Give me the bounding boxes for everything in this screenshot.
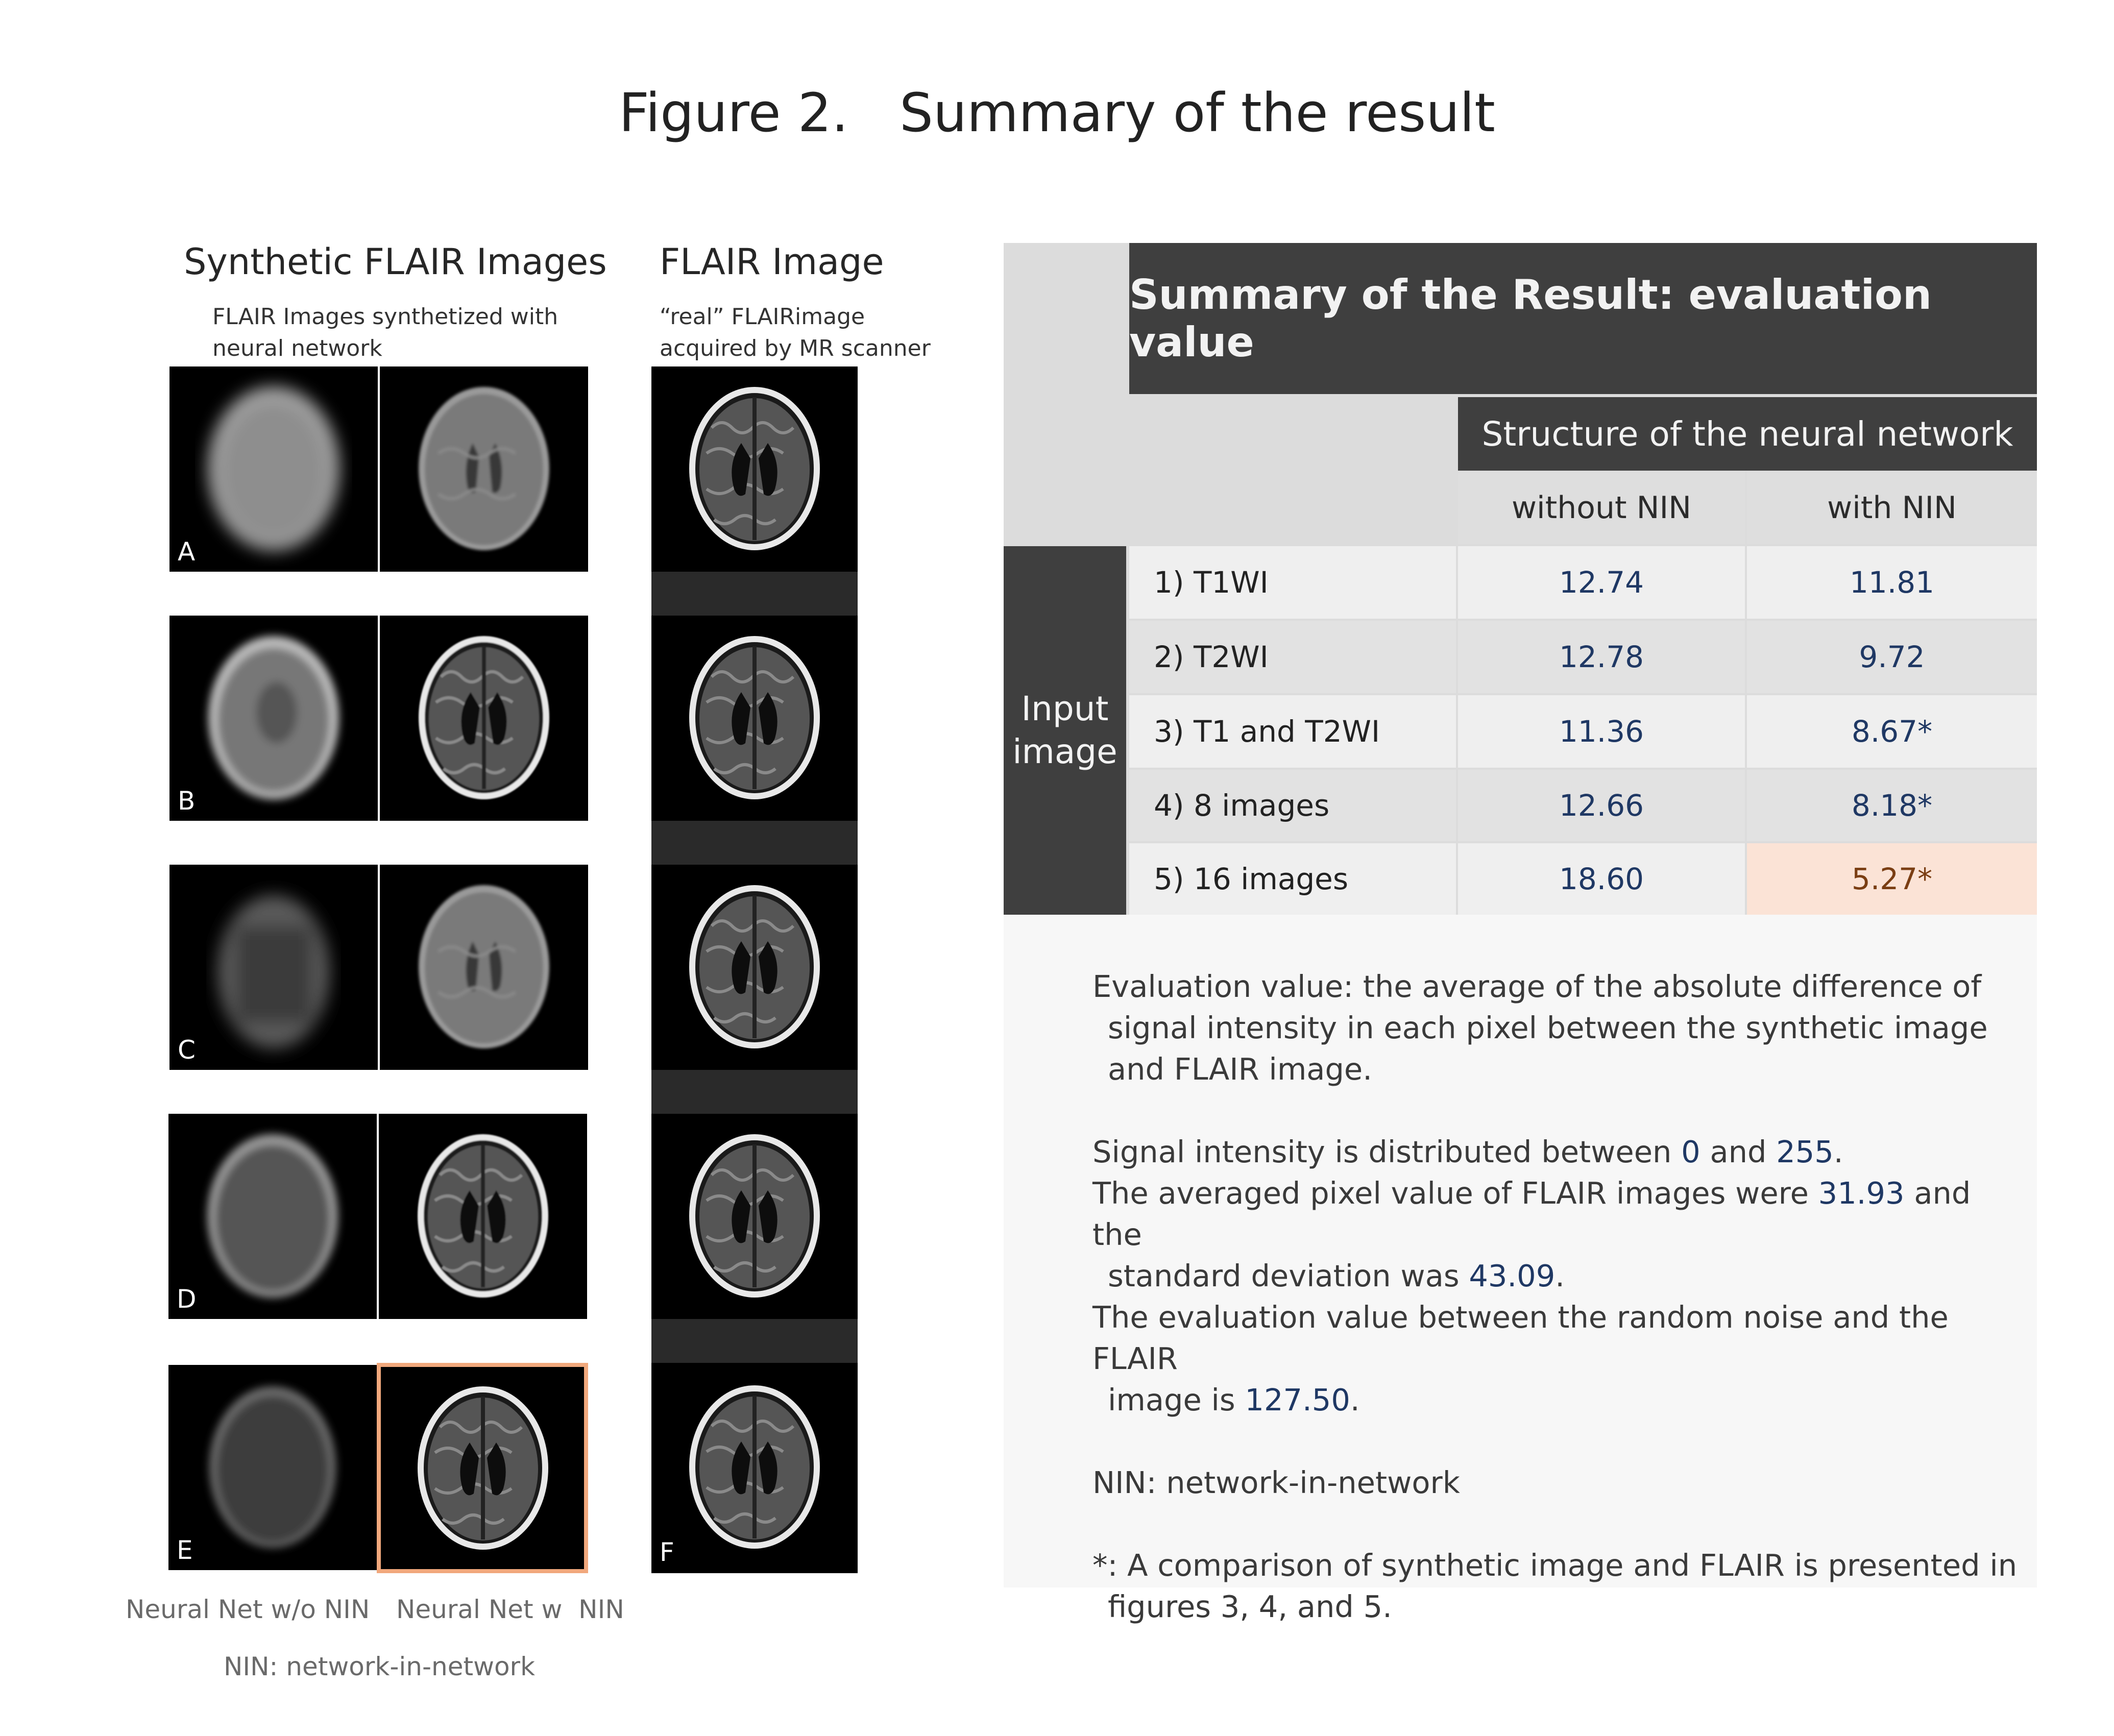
cell-with-nin: 9.72 [1747,621,2037,693]
column-label-w-nin: Neural Net w NIN [396,1595,624,1624]
synthetic-image-w-nin [379,1114,587,1319]
image-row-e [168,1363,592,1573]
note-p1-line1: Evaluation value: the average of the absolute difference of [1092,969,1982,1004]
cell-without-nin: 12.74 [1458,546,1745,619]
image-row-a [169,366,588,572]
synthetic-image-wo-nin [169,865,378,1070]
flair-caption-line1: “real” FLAIRimage [660,304,865,330]
note-p1-line3: and FLAIR image. [1108,1052,1372,1087]
panel-letter-f: F [660,1537,674,1567]
synthetic-footnote: NIN: network-in-network [224,1652,536,1681]
column-label-wo-nin: Neural Net w/o NIN [126,1595,370,1624]
cell-without-nin: 12.78 [1458,621,1745,693]
cell-with-nin: 8.18* [1747,770,2037,841]
synthetic-heading: Synthetic FLAIR Images [184,241,607,283]
synthetic-caption-line2: neural network [212,335,382,361]
note-p4-line2: image is 127.50. [1108,1382,1360,1417]
row-label: 5) 16 images [1129,843,1456,915]
synthetic-image-w-nin [380,616,588,821]
synthetic-image-w-nin [380,865,588,1070]
panel-letter: B [178,786,196,816]
synthetic-image-wo-nin [168,1365,377,1570]
row-group-line2: image [1012,732,1117,771]
note-p3-line2: standard deviation was 43.09. [1108,1258,1565,1293]
cell-without-nin: 18.60 [1458,843,1745,915]
synthetic-image-w-nin-highlighted [377,1363,588,1573]
cell-with-nin-highlighted: 5.27* [1747,843,2037,915]
column-header-without-nin: without NIN [1458,472,1745,544]
synthetic-image-wo-nin [169,616,378,821]
table-title: Summary of the Result: evaluation value [1129,243,2037,394]
flair-caption [660,301,931,364]
synthetic-image-w-nin [380,366,588,572]
flair-strip [651,366,858,1573]
note-p4-line1: The evaluation value between the random noise and the FLAIR [1092,1300,1949,1376]
row-label: 1) T1WI [1129,546,1456,619]
flair-caption-line2: acquired by MR scanner [660,335,931,361]
note-p2: Signal intensity is distributed between 0 and 255. [1092,1134,1843,1169]
row-group-line1: Input [1021,689,1109,728]
row-label: 2) T2WI [1129,621,1456,693]
cell-without-nin: 11.36 [1458,695,1745,768]
group-header: Structure of the neural network [1458,397,2037,471]
note-p3-line1: The averaged pixel value of FLAIR images were 31.93 and the [1092,1176,1971,1252]
synthetic-image-wo-nin [169,366,378,572]
row-label: 3) T1 and T2WI [1129,695,1456,768]
synthetic-caption-line1: FLAIR Images synthetized with [212,304,558,330]
row-group-input-image [1004,546,1126,915]
image-row-c [169,865,588,1070]
note-p6-line2: figures 3, 4, and 5. [1108,1589,1392,1624]
panel-letter: D [177,1284,197,1314]
figure-title-text: Summary of the result [899,82,1495,144]
panel-letter: E [177,1535,193,1565]
image-row-d [168,1114,587,1319]
note-p1-line2: signal intensity in each pixel between the synthetic image [1108,1010,1988,1045]
cell-without-nin: 12.66 [1458,770,1745,841]
note-p6-line1: *: A comparison of synthetic image and FLAIR is presented in [1092,1548,2018,1583]
panel-letter: A [178,537,196,567]
notes-text [1092,966,2022,1627]
row-label: 4) 8 images [1129,770,1456,841]
column-header-with-nin: with NIN [1747,472,2037,544]
note-p5: NIN: network-in-network [1092,1465,1460,1500]
flair-heading: FLAIR Image [660,241,884,283]
image-row-b [169,616,588,821]
cell-with-nin: 8.67* [1747,695,2037,768]
cell-with-nin: 11.81 [1747,546,2037,619]
panel-letter: C [178,1035,196,1065]
figure-label: Figure 2. [619,82,848,144]
figure-title [0,82,2114,144]
synthetic-caption [212,301,558,364]
synthetic-image-wo-nin [168,1114,377,1319]
